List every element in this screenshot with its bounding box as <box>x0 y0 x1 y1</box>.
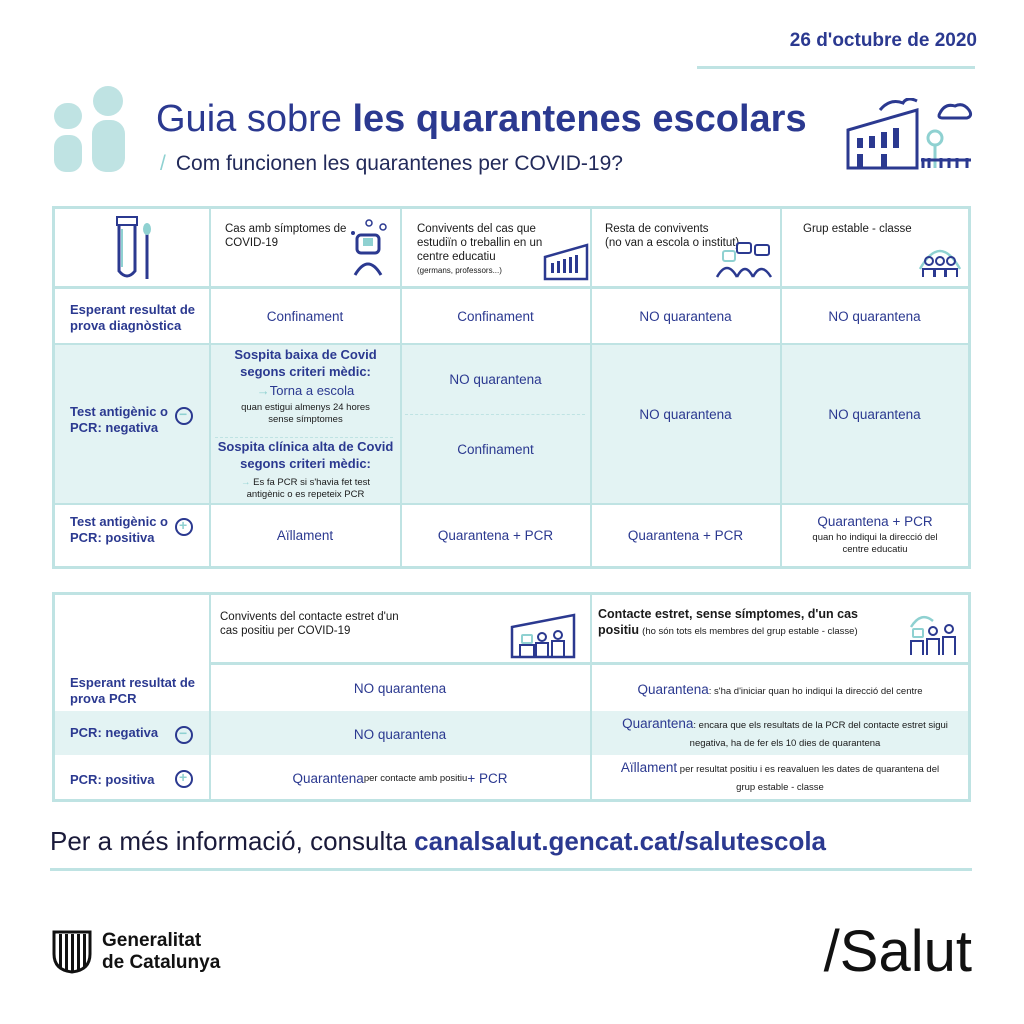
people-icon <box>50 85 130 175</box>
cell-t2-r2-c1: NO quarantena <box>353 726 447 742</box>
footer-divider <box>50 868 972 871</box>
row-label-esperant-pcr: Esperant resultat de prova PCR <box>70 675 195 707</box>
cell-r3-c2: Quarantena + PCR <box>437 527 554 543</box>
cell-t2-r2-c2: Quarantena: encara que els resultats de la PCR del contacte estret sigui negativa, ha de fer els 10 dies de quarantena <box>622 716 948 749</box>
cell-r1-c1: Confinament <box>266 308 344 324</box>
page-title: Guia sobre les quarantenes escolars <box>156 98 807 140</box>
column-header-symptoms: Cas amb símptomes de COVID-19 <box>225 223 347 249</box>
class-group-icon <box>907 609 963 657</box>
date: 26 d'octubre de 2020 <box>789 30 977 51</box>
minus-circle-icon <box>175 407 193 425</box>
column-header-grup-estable: Grup estable - classe <box>803 223 912 235</box>
cell-r2-c1-high: Sospita clínica alta de Covid segons criteri mèdic: → Es fa PCR si s'havia fet test antigènic o es repeteix PCR <box>217 439 394 501</box>
cell-r2-c2-top: NO quarantena <box>449 371 542 387</box>
table-contacts <box>52 592 971 802</box>
row-label-pcr-positiva: PCR: positiva <box>70 772 155 787</box>
column-header-resta-convivents: Resta de convivents (no van a escola o institut) <box>605 223 740 249</box>
test-tube-icon <box>113 215 157 281</box>
row-label-negativa: Test antigènic o PCR: negativa <box>70 404 168 436</box>
row-label-positiva: Test antigènic o PCR: positiva <box>70 514 168 546</box>
page-subtitle: / Com funcionen les quarantenes per COVID-19? <box>160 152 623 175</box>
minus-circle-icon <box>175 726 193 744</box>
row-label-esperant: Esperant resultat de prova diagnòstica <box>70 302 195 334</box>
table-symptoms <box>52 206 971 569</box>
plus-circle-icon <box>175 770 193 788</box>
family-icon <box>715 239 773 279</box>
salut-logo-text: /Salut <box>823 919 972 984</box>
building-icon <box>510 613 578 659</box>
cell-r1-c2: Confinament <box>457 308 534 324</box>
class-group-icon <box>917 239 963 279</box>
date-divider <box>697 66 975 69</box>
building-icon <box>543 243 591 281</box>
school-icon <box>845 98 975 173</box>
sick-person-icon <box>347 215 391 277</box>
row-label-pcr-negativa: PCR: negativa <box>70 725 159 740</box>
cell-r2-c1-low: Sospita baixa de Covid segons criteri mèdic: →Torna a escola quan estigui almenys 24 hores sense símptomes <box>234 347 377 426</box>
generalitat-logo <box>50 928 94 974</box>
cell-t2-r3-c2: Aïllament per resultat positiu i es reavaluen les dates de quarantena del grup estable - classe <box>620 760 940 793</box>
cell-r2-c2-bottom: Confinament <box>457 441 534 457</box>
cell-r3-c4: Quarantena + PCR quan ho indiqui la direcció del centre educatiu <box>812 514 938 555</box>
cell-r2-c4: NO quarantena <box>828 406 921 422</box>
cell-t2-r3-c1: Quarantena per contacte amb positiu + PCR <box>292 770 508 786</box>
column-header-contacte-estret: Contacte estret, sense símptomes, d'un cas positiu (ho són tots els membres del grup estable - classe) <box>598 607 859 637</box>
cell-r3-c1: Aïllament <box>276 527 334 543</box>
generalitat-name: Generalitat de Catalunya <box>102 930 221 973</box>
column-header-convivents-centre: Convivents del cas que estudiïn o treballin en un centre educatiu (germans, professors...) <box>417 223 543 276</box>
cell-r3-c3: Quarantena + PCR <box>627 527 744 543</box>
cell-r1-c3: NO quarantena <box>639 308 732 324</box>
more-info: Per a més informació, consulta canalsalut.gencat.cat/salutescola <box>50 826 827 856</box>
cell-r2-c3: NO quarantena <box>639 406 732 422</box>
column-header-convivents-contacte: Convivents del contacte estret d'un cas positiu per COVID-19 <box>220 611 399 637</box>
info-link[interactable]: canalsalut.gencat.cat/salutescola <box>414 826 827 856</box>
cell-r1-c4: NO quarantena <box>828 308 921 324</box>
plus-circle-icon <box>175 518 193 536</box>
cell-t2-r1-c2: Quarantena: s'ha d'iniciar quan ho indiqui la direcció del centre <box>637 682 923 697</box>
cell-t2-r1-c1: NO quarantena <box>353 680 447 696</box>
